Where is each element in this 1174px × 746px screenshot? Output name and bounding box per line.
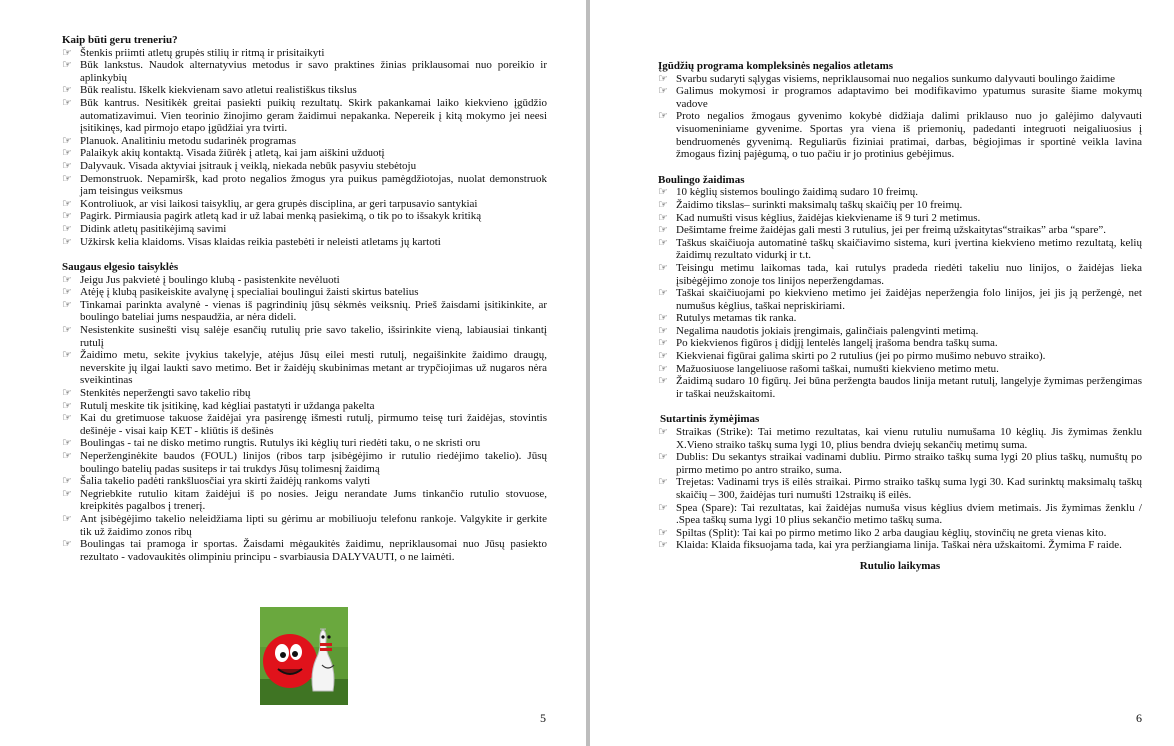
hand-pointing-icon: ☞ xyxy=(658,362,668,375)
list-item-text: Didink atletų pasitikėjimą savimi xyxy=(80,222,227,235)
list-item xyxy=(658,451,1142,476)
hand-pointing-icon: ☞ xyxy=(62,538,72,551)
list-item-text: Mažuosiuose langeliuose rašomi taškai, numušti kiekvieno metimo metu. xyxy=(676,362,999,375)
hand-pointing-icon: ☞ xyxy=(62,487,72,500)
list-item xyxy=(62,488,547,513)
bowling-illustration xyxy=(260,607,348,705)
hand-pointing-icon: ☞ xyxy=(62,412,72,425)
list-item-text: Šalia takelio padėti rankšluosčiai yra skirti žaidėjų rankoms valyti xyxy=(80,475,371,488)
list-item xyxy=(658,312,1142,325)
section-title-safety: Saugaus elgesio taisyklės xyxy=(62,261,179,274)
hand-pointing-icon: ☞ xyxy=(658,287,668,300)
hand-pointing-icon: ☞ xyxy=(62,159,72,172)
list-item xyxy=(62,387,547,400)
list-item xyxy=(658,476,1142,501)
list-item-text: Klaida: Klaida fiksuojama tada, kai yra peržiangiama linija. Taškai nėra užskaitomi. Žymima F raide. xyxy=(676,539,1122,552)
list-item xyxy=(658,262,1142,287)
list-item-text: Dešimtame freime žaidėjas gali mesti 3 rutulius, jei per freimą užskaitytas“straikas” arba “spare”. xyxy=(676,224,1107,237)
hand-pointing-icon: ☞ xyxy=(62,437,72,450)
list-item-text: Planuok. Analitiniu metodu sudarinėk programas xyxy=(80,134,296,147)
hand-pointing-icon: ☞ xyxy=(658,501,668,514)
hand-pointing-icon: ☞ xyxy=(658,186,668,199)
hand-pointing-icon: ☞ xyxy=(62,172,72,185)
hand-pointing-icon: ☞ xyxy=(658,539,668,552)
list-item-text: Trejetas: Vadinami trys iš eilės straikai. Pirmo straiko taškų suma lygi 30. Kad surinktų maksimalų taškų skaičių – 300, žaidėjas turi numušti 12straikų iš eilės. xyxy=(676,476,1142,501)
list-item-text: Dublis: Du sekantys straikai vadinami dubliu. Pirmo straiko taškų suma lygi 20 plius taškų, numuštų po pirmo metimo po antro straiko, suma. xyxy=(676,451,1142,476)
list-item-text: Tinkamai parinkta avalynė - vienas iš pagrindinių jūsų sėkmės veiksnių. Prieš žaisdami įsitikinkite, ar boulingo bateliai jums nespaudžia, ar nėra dideli. xyxy=(80,298,547,324)
hand-pointing-icon: ☞ xyxy=(658,224,668,237)
list-item xyxy=(62,173,547,198)
hand-pointing-icon: ☞ xyxy=(62,197,72,210)
list-item-text: Spiltas (Split): Tai kai po pirmo metimo liko 2 arba daugiau kėglių, stovinčių ne greta vienas kito. xyxy=(676,526,1107,539)
hand-pointing-icon: ☞ xyxy=(62,512,72,525)
list-item-text: Taškai skaičiuojami po kiekvieno metimo jei žaidėjas neperžengia folo linijos, jei jis ją peržengė, net numušus kėglius, taškai nepriskiriami. xyxy=(676,287,1142,312)
list-item-text: Nesistenkite susinešti visų salėje esančių rutulių prie savo takelio, išsirinkite vieną, labiausiai tinkantį rutulį xyxy=(80,324,547,349)
list-item xyxy=(658,237,1142,262)
page-number: 5 xyxy=(540,711,546,725)
list-item-text: Štenkis priimti atletų grupės stilių ir ritmą ir prisitaikyti xyxy=(80,46,325,59)
hand-pointing-icon: ☞ xyxy=(62,96,72,109)
hand-pointing-icon: ☞ xyxy=(62,222,72,235)
page-6 xyxy=(590,0,1174,746)
list-item-text: Ant įsibėgėjimo takelio neleidžiama lipti su gėrimu ar mobiliuoju telefonu rankoje. Valgykite ir gerkite tik už žaidimo zonos ribų xyxy=(80,512,547,538)
list-item-text: Jeigu Jus pakvietė į boulingo klubą - pasistenkite nevėluoti xyxy=(80,273,340,286)
list-item xyxy=(62,349,547,387)
list-item xyxy=(658,199,1142,212)
right-column xyxy=(658,60,1142,584)
list-item-text: Svarbu sudaryti sąlygas visiems, nepriklausomai nuo negalios sunkumo dalyvauti boulingo žaidime xyxy=(676,72,1116,85)
list-item-text: Būk realistu. Iškelk kiekvienam savo atletui realistiškus tikslus xyxy=(80,84,357,97)
list-item xyxy=(658,363,1142,376)
hand-pointing-icon: ☞ xyxy=(658,85,668,98)
hand-pointing-icon: ☞ xyxy=(62,235,72,248)
hand-pointing-icon: ☞ xyxy=(658,451,668,464)
hand-pointing-icon: ☞ xyxy=(62,59,72,72)
list-item xyxy=(62,475,547,488)
list-item-text: Galimus mokymosi ir programos adaptavimo bei modifikavimo ypatumus surasite šiame mokymų vadove xyxy=(676,85,1142,110)
hand-pointing-icon: ☞ xyxy=(658,476,668,489)
list-item xyxy=(62,47,547,60)
hand-pointing-icon: ☞ xyxy=(62,450,72,462)
left-column xyxy=(62,34,547,563)
hand-pointing-icon: ☞ xyxy=(658,312,668,325)
hand-pointing-icon: ☞ xyxy=(62,387,72,400)
list-item xyxy=(62,400,547,413)
list-item-text: Boulingas tai pramoga ir sportas. Žaisdami mėgaukitės žaidimu, nepriklausomai nuo Jūsų pasiekto rezultato - vadovaukitės olimpiniu principu - svarbiausia DALYVAUTI, o ne laimėti. xyxy=(80,538,547,563)
coaching-tips-list xyxy=(62,47,547,249)
list-item-text: Rutulį meskite tik įsitikinę, kad kėgliai pastatyti ir uždanga pakelta xyxy=(80,399,375,412)
list-item xyxy=(62,198,547,211)
list-item xyxy=(62,223,547,236)
list-item xyxy=(658,375,1142,400)
list-item-text: Žaidimą sudaro 10 figūrų. Jei būna peržengta baudos linija metant rutulį, langelyje žymimas peržengimas ir taškai neužskaitomi. xyxy=(676,375,1142,400)
hand-pointing-icon: ☞ xyxy=(658,350,668,363)
hand-pointing-icon: ☞ xyxy=(658,198,668,211)
hand-pointing-icon: ☞ xyxy=(658,526,668,539)
list-item-text: Žaidimo metu, sekite įvykius takelyje, atėjus Jūsų eilei mesti rutulį, negaišinkite žaidimo draugų, neverskite jų ilgai laukti savo metimo. Bet ir žaidėjų skubinimas metant ar trypčiojimas už nugaros nėra sveikintinas xyxy=(80,349,547,387)
list-item-text: Negalima naudotis jokiais įrengimais, galinčiais palengvinti metimą. xyxy=(676,324,979,337)
list-item-text: Pagirk. Pirmiausia pagirk atletą kad ir už labai menką pasiekimą, o tik po to išsakyk kritiką xyxy=(80,210,482,223)
list-item xyxy=(658,337,1142,350)
list-item xyxy=(62,538,547,563)
list-item xyxy=(658,85,1142,110)
list-item-text: Žaidimo tikslas– surinkti maksimalų taškų skaičių per 10 freimų. xyxy=(676,198,963,211)
list-item xyxy=(62,135,547,148)
list-item-text: Atėję į klubą pasikeiskite avalynę į specialiai boulingui žaisti skirtus batelius xyxy=(80,286,419,299)
list-item xyxy=(658,212,1142,225)
section-title-skills-program: Įgūdžių programa kompleksinės negalios atletams xyxy=(658,60,894,72)
list-item-text: Kiekvienai figūrai galima skirti po 2 rutulius (jei po pirmo mušimo nebuvo straiko). xyxy=(676,350,1046,363)
hand-pointing-icon: ☞ xyxy=(658,426,668,439)
hand-pointing-icon: ☞ xyxy=(62,475,72,488)
list-item-text: Neperženginėkite baudos (FOUL) linijos (ribos tarp įsibėgėjimo ir rutulio riedėjimo takelio). Jūsų boulingo batelių padas susiteps ir tai trukdys Jūsų tolimesnį žaidimą xyxy=(80,450,547,475)
list-item xyxy=(62,147,547,160)
list-item-text: Palaikyk akių kontaktą. Visada žiūrėk į atletą, kai jam aiškini užduotį xyxy=(80,147,385,160)
hand-pointing-icon: ☞ xyxy=(62,210,72,223)
hand-pointing-icon: ☞ xyxy=(658,72,668,85)
list-item xyxy=(658,73,1142,86)
page-number: 6 xyxy=(1136,711,1142,725)
list-item-text: Straikas (Strike): Tai metimo rezultatas, kai vienu rutuliu numušama 10 kėglių. Jis žymimas ženklu X.Vieno straiko taškų suma lygi 10, plius bendra dviejų sekančių metimų suma. xyxy=(676,426,1142,451)
list-item-text: 10 kėglių sistemos boulingo žaidimą sudaro 10 freimų. xyxy=(676,186,918,199)
list-item xyxy=(62,210,547,223)
list-item xyxy=(62,84,547,97)
hand-pointing-icon: ☞ xyxy=(658,337,668,350)
hand-pointing-icon: ☞ xyxy=(62,399,72,412)
list-item-text: Dalyvauk. Visada aktyviai įsitrauk į veiklą, niekada nebūk pasyviu stebėtoju xyxy=(80,159,417,172)
hand-pointing-icon: ☞ xyxy=(62,134,72,147)
list-item-text: Taškus skaičiuoja automatinė taškų skaičiavimo sistema, kuri įvertina kiekvieno metimo rezultatą, kelių žaidimų rezultato vidurkį ir t.t. xyxy=(676,236,1142,262)
subtitle-ball-holding: Rutulio laikymas xyxy=(859,559,941,572)
hand-pointing-icon: ☞ xyxy=(62,349,72,362)
safety-rules-list xyxy=(62,274,547,564)
list-item xyxy=(658,539,1142,552)
list-item xyxy=(658,325,1142,338)
list-item-text: Būk lankstus. Naudok alternatyvius metodus ir savo praktines žinias priklausomai nuo poreikio ir aplinkybių xyxy=(80,59,547,84)
list-item xyxy=(62,274,547,287)
list-item xyxy=(62,236,547,249)
list-item xyxy=(658,527,1142,540)
list-item xyxy=(62,513,547,538)
list-item xyxy=(62,97,547,135)
list-item xyxy=(62,450,547,475)
list-item xyxy=(658,502,1142,527)
list-item-text: Teisingu metimu laikomas tada, kai rutulys pradeda riedėti takeliu nuo linijos, o žaidėjas lieka įsibėgėjimo zonoje tos linijos neperžengdamas. xyxy=(676,261,1142,287)
list-item xyxy=(62,412,547,437)
hand-pointing-icon: ☞ xyxy=(658,324,668,337)
hand-pointing-icon: ☞ xyxy=(62,273,72,286)
list-item-text: Proto negalios žmogaus gyvenimo kokybė didžiaja dalimi priklauso nuo jo galėjimo dalyvauti visuomeniniame gyvenime. Sportas yra viena iš priemonių, padedanti integruoti neigaliuosius į bendruomenės gyvenimą. Reguliarūs fiziniai pratimai, darbas, bėgiojimas ir sportinė veikla lavina žmogaus fizinį pajėgumą, o tuo pačiu ir jo protinius gebėjimus. xyxy=(676,110,1142,161)
list-item xyxy=(658,110,1142,160)
list-item-text: Negriebkite rutulio kitam žaidėjui iš po nosies. Jeigu nerandate Jums tinkančio rutulio stovuose, kreipkitės pagalbos į trenerį. xyxy=(80,487,547,513)
section-title-bowling-game: Boulingo žaidimas xyxy=(658,173,745,186)
skills-program-list xyxy=(658,73,1142,161)
hand-pointing-icon: ☞ xyxy=(62,84,72,97)
list-item xyxy=(62,299,547,324)
notation-list xyxy=(658,426,1142,552)
list-item xyxy=(62,286,547,299)
list-item-text: Būk kantrus. Nesitikėk greitai pasiekti puikių rezultatų. Skirk pakankamai laiko kiekvieno įgūdžio automatizavimui. Vien teorinio žinojimo geram žaidimui nepakanka. Nepereik į kitą mokymo jei neesi įsitikinęs, kad pirmojo etapo įgūdžiai yra tvirti. xyxy=(80,96,547,135)
list-item-text: Kontroliuok, ar visi laikosi taisyklių, ar gera grupės disciplina, ar geri tarpusavio santykiai xyxy=(80,197,478,210)
list-item-text: Stenkitės neperžengti savo takelio ribų xyxy=(80,387,251,400)
list-item xyxy=(62,59,547,84)
list-item-text: Rutulys metamas tik ranka. xyxy=(676,312,797,325)
list-item xyxy=(658,426,1142,451)
page-5 xyxy=(0,0,586,746)
hand-pointing-icon: ☞ xyxy=(658,211,668,224)
list-item-text: Po kiekvienos figūros į didįjį lentelės langelį įrašoma bendra taškų suma. xyxy=(676,337,998,350)
list-item xyxy=(62,160,547,173)
hand-pointing-icon: ☞ xyxy=(62,298,72,311)
list-item xyxy=(658,186,1142,199)
bowling-game-list xyxy=(658,186,1142,400)
hand-pointing-icon: ☞ xyxy=(658,110,668,123)
hand-pointing-icon: ☞ xyxy=(658,375,668,388)
list-item-text: Kad numušti visus kėglius, žaidėjas kiekviename iš 9 turi 2 metimus. xyxy=(676,211,981,224)
hand-pointing-icon: ☞ xyxy=(62,46,72,59)
list-item xyxy=(62,324,547,349)
hand-pointing-icon: ☞ xyxy=(62,324,72,337)
hand-pointing-icon: ☞ xyxy=(62,286,72,299)
hand-pointing-icon: ☞ xyxy=(658,236,668,249)
hand-pointing-icon: ☞ xyxy=(62,147,72,160)
list-item-text: Kai du gretimuose takuose žaidėjai yra pasirengę išmesti rutulį, pirmumo teisę turi žaidėjas, stovintis dešinėje - visai kaip KET - kliūtis iš dešinės xyxy=(80,412,547,437)
list-item xyxy=(658,224,1142,237)
list-item xyxy=(658,350,1142,363)
list-item xyxy=(658,287,1142,312)
section-title-notation: Sutartinis žymėjimas xyxy=(660,413,760,426)
hand-pointing-icon: ☞ xyxy=(658,261,668,274)
list-item-text: Užkirsk kelia klaidoms. Visas klaidas reikia pastebėti ir neleisti atletams jų kartoti xyxy=(80,235,441,248)
list-item-text: Spea (Spare): Tai rezultatas, kai žaidėjas numuša visus kėglius dviem metimais. Jis žymimas ženklu / .Spea taškų suma lygi 10 plius sekančio metimo taškų suma. xyxy=(676,501,1142,527)
list-item xyxy=(62,437,547,450)
list-item-text: Demonstruok. Nepamiršk, kad proto negalios žmogus yra puikus pamėgdžiotojas, nuolat demonstruok jam teisingus veiksmus xyxy=(80,172,547,198)
section-title-coaching: Kaip būti geru treneriu? xyxy=(62,34,178,46)
list-item-text: Boulingas - tai ne disko metimo rungtis. Rutulys iki kėglių turi riedėti taku, o ne skristi oru xyxy=(80,437,481,450)
